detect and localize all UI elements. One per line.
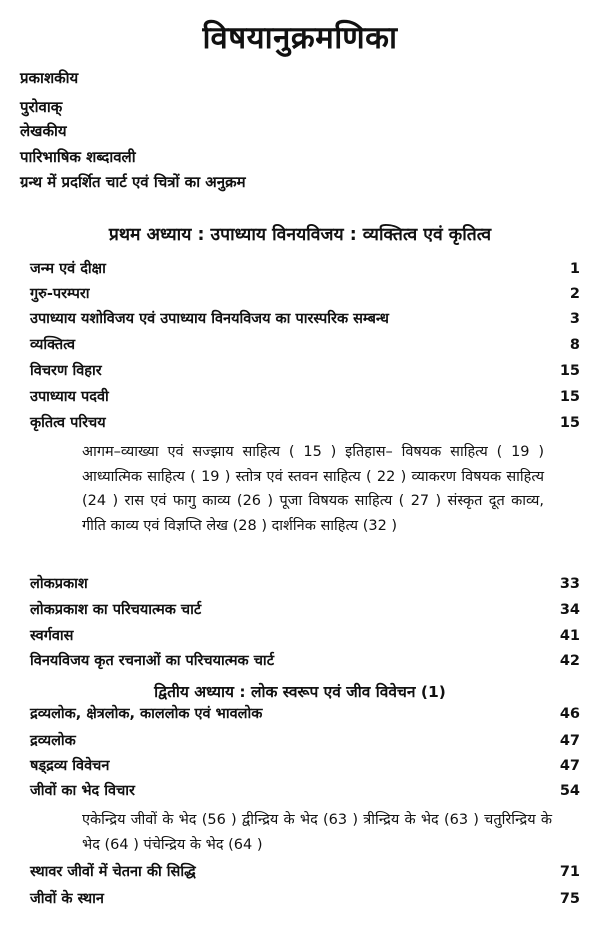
toc-entry-title: उपाध्याय यशोविजय एवं उपाध्याय विनयविजय का पारस्परिक सम्बन्ध [30,311,389,327]
front-matter-item: लेखकीय [20,122,67,140]
page-title: विषयानुक्रमणिका [202,20,398,56]
toc-entry-title: गुरु-परम्परा [30,286,90,302]
toc-page-number: 1 [569,261,580,277]
toc-entry-title: उपाध्याय पदवी [30,389,109,405]
toc-page-number: 71 [559,864,580,880]
front-matter-item: पुरोवाक् [20,98,63,116]
toc-page-number: 42 [559,653,580,669]
chapter-heading: द्वितीय अध्याय : लोक स्वरूप एवं जीव विवेचन (1) [154,683,446,701]
toc-entry-title: व्यक्तित्व [30,337,76,353]
toc-entry-title: जन्म एवं दीक्षा [30,261,106,277]
toc-page-number: 3 [569,311,580,327]
toc-detail-paragraph: आगम–व्याख्या एवं सज्झाय साहित्य ( 15 ) इतिहास– विषयक साहित्य ( 19 ) आध्यात्मिक साहित्य ( 19 ) स्तोत्र एवं स्तवन साहित्य ( 22 ) व्याकरण विषयक साहित्य (24 ) रास एवं फागु काव्य (26 ) पूजा विषयक साहित्य ( 27 ) संस्कृत दूत काव्य, गीति काव्य एवं विज्ञप्ति लेख (28 ) दार्शनिक साहित्य (32 ) [82,444,544,534]
front-matter-item: ग्रन्थ में प्रदर्शित चार्ट एवं चित्रों का अनुक्रम [20,173,246,191]
front-matter-item: प्रकाशकीय [20,69,79,87]
toc-entry-title: स्थावर जीवों में चेतना की सिद्धि [30,864,196,880]
toc-entry-title: द्रव्यलोक [30,733,76,749]
toc-page-number: 15 [559,415,580,431]
toc-page-number: 15 [559,363,580,379]
toc-entry-title: द्रव्यलोक, क्षेत्रलोक, काललोक एवं भावलोक [30,706,263,722]
toc-entry-title: स्वर्गवास [30,628,74,644]
toc-entry-title: विचरण विहार [30,363,102,379]
toc-page-number: 46 [559,706,580,722]
toc-page-number: 41 [559,628,580,644]
toc-page-number: 47 [559,733,580,749]
toc-entry-title: विनयविजय कृत रचनाओं का परिचयात्मक चार्ट [30,653,275,669]
toc-page-number: 2 [569,286,580,302]
toc-entry-title: जीवों का भेद विचार [30,783,135,799]
toc-entry-title: लोकप्रकाश का परिचयात्मक चार्ट [30,602,202,618]
toc-detail-paragraph: एकेन्द्रिय जीवों के भेद (56 ) द्वीन्द्रिय के भेद (63 ) त्रीन्द्रिय के भेद (63 ) चतुरिन्द्रिय के भेद (64 ) पंचेन्द्रिय के भेद (64 ) [82,812,552,853]
front-matter-item: पारिभाषिक शब्दावली [20,148,136,166]
toc-page-number: 47 [559,758,580,774]
toc-page-number: 54 [559,783,580,799]
chapter-heading: प्रथम अध्याय : उपाध्याय विनयविजय : व्यक्तित्व एवं कृतित्व [108,225,492,245]
toc-page-number: 33 [559,576,580,592]
toc-entry-title: षड्द्रव्य विवेचन [30,758,110,774]
toc-entry-title: कृतित्व परिचय [30,415,106,431]
toc-page-number: 34 [559,602,580,618]
toc-entry-title: लोकप्रकाश [30,576,88,592]
toc-page-number: 8 [569,337,580,353]
toc-page-number: 75 [559,891,580,907]
toc-page-number: 15 [559,389,580,405]
toc-entry-title: जीवों के स्थान [30,891,104,907]
